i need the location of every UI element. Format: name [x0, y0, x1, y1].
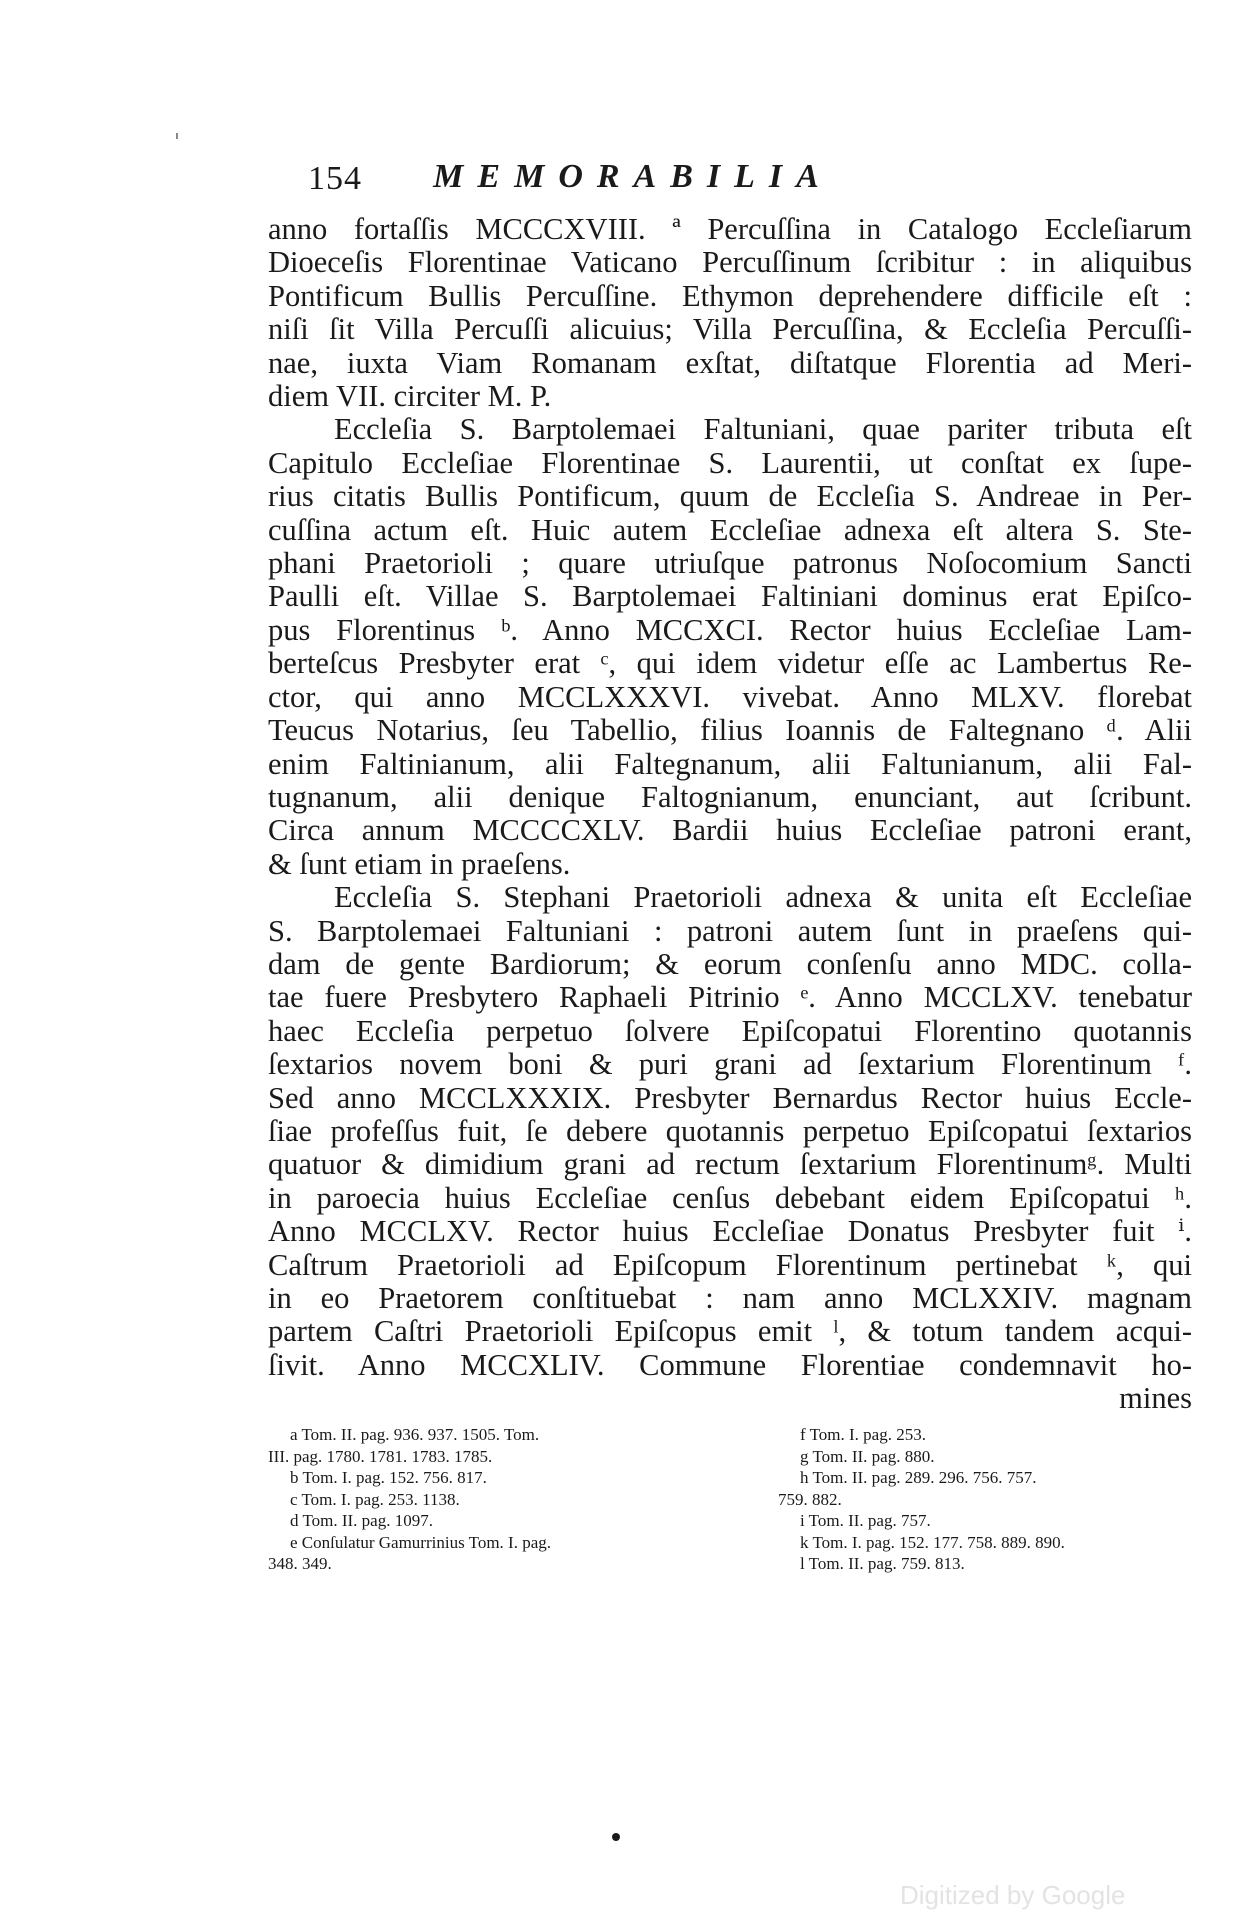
footnotes-left-column	[268, 1424, 708, 1575]
footnotes-right-column	[778, 1424, 1198, 1575]
paragraph-start: Eccleſia S. Stephani Praetorioli adnexa & unita eſt Eccleſiae	[334, 880, 1192, 915]
text-line: Paulli eſt. Villae S. Barptolemaei Faltiniani dominus erat Epiſco-	[268, 579, 1192, 614]
page-speck	[176, 133, 178, 139]
text-line: anno fortaſſis MCCCXVIII. ª Percuſſina in Catalogo Eccleſiarum	[268, 212, 1192, 246]
footnote: e Conſulatur Gamurrinius Tom. I. pag.	[290, 1532, 552, 1552]
text-line: rius citatis Bullis Pontificum, quum de Eccleſia S. Andreae in Per-	[268, 479, 1192, 514]
text-line: tugnanum, alii denique Faltognianum, enunciant, aut ſcribunt.	[268, 779, 1192, 814]
text-line: Dioeceſis Florentinae Vaticano Percuſſinum ſcribitur : in aliquibus	[268, 245, 1192, 280]
text-line: Anno MCCLXV. Rector huius Eccleſiae Donatus Presbyter fuit ⁱ.	[268, 1214, 1192, 1249]
text-line: diem VII. circiter M. P.	[268, 379, 552, 414]
footnote: h Tom. II. pag. 289. 296. 756. 757.	[800, 1468, 1037, 1487]
text-line: haec Eccleſia perpetuo ſolvere Epiſcopatui Florentino quotannis	[268, 1013, 1192, 1048]
text-line: dam de gente Bardiorum; & eorum conſenſu anno MDC. colla-	[268, 946, 1192, 981]
text-line: enim Faltinianum, alii Faltegnanum, alii Faltunianum, alii Fal-	[268, 746, 1192, 781]
footnote: f Tom. I. pag. 253.	[800, 1425, 926, 1444]
page-header	[268, 160, 908, 204]
footnote: 348. 349.	[268, 1554, 332, 1573]
paragraph-start: Eccleſia S. Barptolemaei Faltuniani, quae pariter tributa eſt	[334, 412, 1192, 447]
text-line: cuſſina actum eſt. Huic autem Eccleſiae adnexa eſt altera S. Ste-	[268, 512, 1192, 547]
text-line: pus Florentinus ᵇ. Anno MCCXCI. Rector huius Eccleſiae Lam-	[268, 612, 1192, 647]
text-line: S. Barptolemaei Faltuniani : patroni autem ſunt in praeſens qui-	[268, 913, 1192, 948]
footnote: III. pag. 1780. 1781. 1783. 1785.	[268, 1446, 493, 1466]
text-line: ſiae profeſſus fuit, ſe debere quotannis perpetuo Epiſcopatui ſextarios	[268, 1113, 1192, 1148]
text-line: in eo Praetorem conſtituebat : nam anno MCLXXIV. magnam	[268, 1281, 1192, 1315]
text-line: tae fuere Presbytero Raphaeli Pitrinio ᵉ. Anno MCCLXV. tenebatur	[268, 980, 1192, 1015]
text-line: Pontificum Bullis Percuſſine. Ethymon deprehendere difficile eſt :	[268, 278, 1192, 313]
digitization-watermark: Digitized by Google	[900, 1880, 1126, 1910]
footnote: 759. 882.	[778, 1489, 842, 1509]
footnote: c Tom. I. pag. 253. 1138.	[290, 1489, 460, 1509]
footnote: d Tom. II. pag. 1097.	[290, 1511, 433, 1530]
text-line: & ſunt etiam in praeſens.	[268, 846, 571, 881]
text-line: Sed anno MCCLXXXIX. Presbyter Bernardus Rector huius Eccle-	[268, 1080, 1192, 1115]
footnote: g Tom. II. pag. 880.	[800, 1446, 935, 1466]
text-line: quatuor & dimidium grani ad rectum ſextarium Florentinumᵍ. Multi	[268, 1147, 1192, 1182]
page-number: 154	[308, 160, 362, 197]
catchword: mines	[1119, 1381, 1192, 1416]
running-title: MEMORABILIA	[433, 158, 833, 195]
text-line: in paroecia huius Eccleſiae cenſus debebant eidem Epiſcopatui ʰ.	[268, 1180, 1192, 1215]
text-line: ſivit. Anno MCCXLIV. Commune Florentiae condemnavit ho-	[268, 1347, 1192, 1382]
body-text	[268, 213, 1192, 1416]
text-line: Circa annum MCCCCXLV. Bardii huius Eccleſiae patroni erant,	[268, 813, 1192, 848]
text-line: ſextarios novem boni & puri grani ad ſextarium Florentinum ᶠ.	[268, 1047, 1192, 1082]
footnote: k Tom. I. pag. 152. 177. 758. 889. 890.	[800, 1532, 1065, 1552]
text-line: ctor, qui anno MCCLXXXVI. vivebat. Anno MLXV. florebat	[268, 679, 1192, 714]
bottom-dot-ornament	[612, 1833, 620, 1841]
text-line: Teucus Notarius, ſeu Tabellio, filius Ioannis de Faltegnano ᵈ. Alii	[268, 713, 1192, 748]
text-line: partem Caſtri Praetorioli Epiſcopus emit ˡ, & totum tandem acqui-	[268, 1314, 1192, 1349]
text-line: phani Praetorioli ; quare utriuſque patronus Noſocomium Sancti	[268, 546, 1192, 581]
footnote: i Tom. II. pag. 757.	[800, 1511, 931, 1530]
footnote: l Tom. II. pag. 759. 813.	[800, 1554, 965, 1573]
text-line: nae, iuxta Viam Romanam exſtat, diſtatque Florentia ad Meri-	[268, 345, 1192, 380]
footnotes	[268, 1424, 1192, 1594]
text-line: Capitulo Eccleſiae Florentinae S. Laurentii, ut conſtat ex ſupe-	[268, 445, 1192, 480]
footnote: b Tom. I. pag. 152. 756. 817.	[290, 1468, 487, 1487]
text-line: niſi ſit Villa Percuſſi alicuius; Villa Percuſſina, & Eccleſia Percuſſi-	[268, 312, 1192, 347]
text-line: berteſcus Presbyter erat ᶜ, qui idem videtur eſſe ac Lambertus Re-	[268, 646, 1192, 681]
footnote: a Tom. II. pag. 936. 937. 1505. Tom.	[290, 1425, 540, 1444]
text-line: Caſtrum Praetorioli ad Epiſcopum Florentinum pertinebat ᵏ, qui	[268, 1247, 1192, 1282]
